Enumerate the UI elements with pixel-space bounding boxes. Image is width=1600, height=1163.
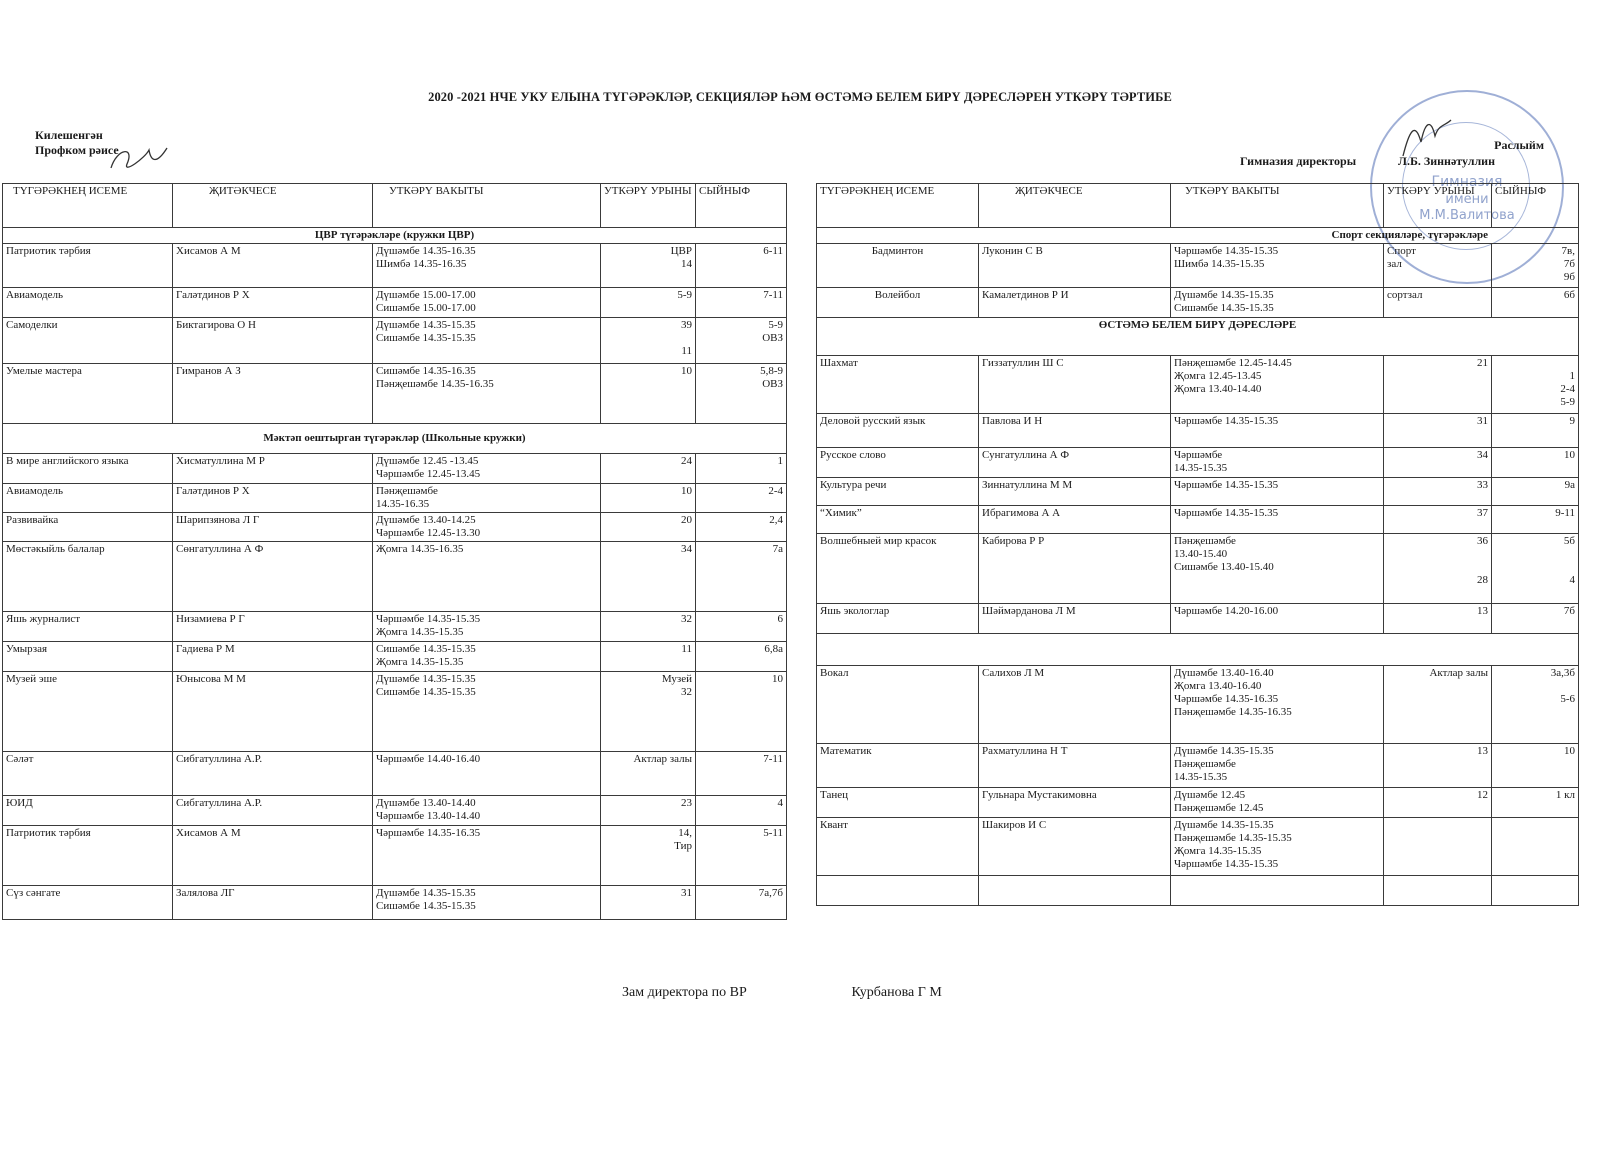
row-name: Математик — [817, 744, 979, 788]
row-time: Дүшәмбе 13.40-14.40 Чәршәмбе 13.40-14.40 — [373, 796, 601, 826]
row-place: 33 — [1384, 478, 1492, 506]
row-place: 10 — [601, 484, 696, 513]
section-row — [3, 228, 787, 244]
row-name: Умелые мастера — [3, 364, 173, 424]
table-row — [817, 744, 1579, 788]
row-leader: Гульнара Мустакимовна — [979, 788, 1171, 818]
row-class: 6-11 — [696, 244, 787, 288]
footer-name: Курбанова Г М — [851, 985, 942, 1000]
row-time: Дүшәмбе 14.35-15.35 Сишәмбе 14.35-15.35 — [373, 318, 601, 364]
blank-row — [817, 876, 1579, 906]
row-leader: Гиззатуллин Ш С — [979, 356, 1171, 414]
table-row — [817, 478, 1579, 506]
row-place: 21 — [1384, 356, 1492, 414]
row-place: 32 — [601, 612, 696, 642]
director-line — [1240, 154, 1544, 169]
row-time: Чәршәмбе 14.20-16.00 — [1171, 604, 1384, 634]
table-row — [3, 886, 787, 920]
row-time: Чәршәмбе 14.35-16.35 — [373, 826, 601, 886]
row-leader: Залялова ЛГ — [173, 886, 373, 920]
row-name: Музей эше — [3, 672, 173, 752]
header-leader: ҖИТӘКЧЕСЕ — [979, 184, 1171, 228]
row-class: 6,8а — [696, 642, 787, 672]
row-name: ЮИД — [3, 796, 173, 826]
row-time: Пәнҗешәмбе 13.40-15.40 Сишәмбе 13.40-15.40 — [1171, 534, 1384, 604]
row-time: Сишәмбе 14.35-15.35 Җомга 14.35-15.35 — [373, 642, 601, 672]
row-class: 7-11 — [696, 752, 787, 796]
row-class: 7а,7б — [696, 886, 787, 920]
row-leader: Галәтдинов Р Х — [173, 484, 373, 513]
row-class: 5-9 ОВЗ — [696, 318, 787, 364]
row-name: Умырзая — [3, 642, 173, 672]
section-school-title: Мәктәп оештырган түгәрәкләр (Школьные кружки) — [3, 424, 787, 454]
row-name: Мөстәкыйль балалар — [3, 542, 173, 612]
row-time: Дүшәмбе 14.35-15.35 Сишәмбе 14.35-15.35 — [1171, 288, 1384, 318]
row-time: Чәршәмбе 14.35-15.35 — [1171, 478, 1384, 506]
row-name: Деловой русский язык — [817, 414, 979, 448]
row-class: 6б — [1492, 288, 1579, 318]
row-place: Музей 32 — [601, 672, 696, 752]
row-leader: Кабирова Р Р — [979, 534, 1171, 604]
row-leader: Сибгатуллина А.Р. — [173, 752, 373, 796]
table-row — [817, 288, 1579, 318]
row-leader: Сөнгатуллина А Ф — [173, 542, 373, 612]
header-name: ТҮГӘРӘКНЕҢ ИСЕМЕ — [3, 184, 173, 228]
table-row — [817, 534, 1579, 604]
table-row — [817, 666, 1579, 744]
row-time: Дүшәмбе 15.00-17.00 Сишәмбе 15.00-17.00 — [373, 288, 601, 318]
row-place: 37 — [1384, 506, 1492, 534]
row-leader: Павлова И Н — [979, 414, 1171, 448]
header-name: ТҮГӘРӘКНЕҢ ИСЕМЕ — [817, 184, 979, 228]
row-time: Чәршәмбе 14.35-15.35 — [1171, 448, 1384, 478]
row-leader: Сибгатуллина А.Р. — [173, 796, 373, 826]
row-time: Пәнҗешәмбе 12.45-14.45 Җомга 12.45-13.45 Җомга 13.40-14.40 — [1171, 356, 1384, 414]
footer-position: Зам директора по ВР — [622, 985, 747, 1000]
row-place: 23 — [601, 796, 696, 826]
row-place: 39 11 — [601, 318, 696, 364]
row-class: 1 кл — [1492, 788, 1579, 818]
row-time: Чәршәмбе 14.35-15.35 — [1171, 506, 1384, 534]
row-place: 13 — [1384, 604, 1492, 634]
row-name: В мире английского языка — [3, 454, 173, 484]
right-header-row — [817, 184, 1579, 228]
director-position: Гимназия директоры — [1240, 154, 1357, 168]
row-name: Развивайка — [3, 513, 173, 542]
header-class: СЫЙНЫФ — [696, 184, 787, 228]
row-name: Волшебныей мир красок — [817, 534, 979, 604]
row-class: 5б 4 — [1492, 534, 1579, 604]
section-sport-title: Спорт секцияләре, түгәрәкләре — [817, 228, 1579, 244]
row-name: Квант — [817, 818, 979, 876]
row-leader: Шакиров И С — [979, 818, 1171, 876]
row-place: 14, Тир — [601, 826, 696, 886]
row-leader: Хисамов А М — [173, 826, 373, 886]
table-row — [3, 642, 787, 672]
agreed-label: Килешенгән — [35, 128, 103, 142]
document-title: 2020 -2021 НЧЕ УКУ ЕЛЫНА ТҮГӘРӘКЛӘР, СЕКЦИЯЛӘР ҺӘМ ӨСТӘМӘ БЕЛЕМ БИРҮ ДӘРЕСЛӘРЕН УТКӘРҮ ТӘРТИБЕ — [428, 90, 1172, 104]
row-time: Чәршәмбе 14.35-15.35 Җомга 14.35-15.35 — [373, 612, 601, 642]
table-row — [3, 288, 787, 318]
row-leader: Гимранов А З — [173, 364, 373, 424]
table-row — [817, 818, 1579, 876]
row-name: Патриотик тәрбия — [3, 244, 173, 288]
row-class: 2,4 — [696, 513, 787, 542]
row-name: Русское слово — [817, 448, 979, 478]
row-class: 9а — [1492, 478, 1579, 506]
table-row — [3, 542, 787, 612]
row-leader: Низамиева Р Г — [173, 612, 373, 642]
row-time: Чәршәмбе 14.35-15.35 Шимбә 14.35-15.35 — [1171, 244, 1384, 288]
row-place: 12 — [1384, 788, 1492, 818]
table-row — [3, 612, 787, 642]
header-time: УТКӘРҮ ВАКЫТЫ — [373, 184, 601, 228]
header-leader: ҖИТӘКЧЕСЕ — [173, 184, 373, 228]
row-leader: Биктагирова О Н — [173, 318, 373, 364]
blank-row — [817, 634, 1579, 666]
row-place: 13 — [1384, 744, 1492, 788]
footer — [622, 985, 942, 1001]
table-row — [817, 414, 1579, 448]
header-place: УТКӘРҮ УРЫНЫ — [601, 184, 696, 228]
row-place: 20 — [601, 513, 696, 542]
row-class: 5-11 — [696, 826, 787, 886]
row-name: Сүз сәнгате — [3, 886, 173, 920]
row-name: Бадминтон — [817, 244, 979, 288]
row-place: 34 — [601, 542, 696, 612]
stamp-named: имени — [1445, 192, 1489, 207]
row-leader: Гадиева Р М — [173, 642, 373, 672]
table-row — [3, 454, 787, 484]
row-name: Танец — [817, 788, 979, 818]
row-leader: Галәтдинов Р Х — [173, 288, 373, 318]
row-leader: Ибрагимова А А — [979, 506, 1171, 534]
agreed-signature — [105, 138, 175, 180]
row-name: Вокал — [817, 666, 979, 744]
row-place: сортзал — [1384, 288, 1492, 318]
stamp-person: М.М.Валитова — [1419, 208, 1515, 223]
row-place: 24 — [601, 454, 696, 484]
left-schedule-table — [2, 183, 787, 920]
row-place: 34 — [1384, 448, 1492, 478]
row-class: 1 — [696, 454, 787, 484]
row-name: Патриотик тәрбия — [3, 826, 173, 886]
row-name: Культура речи — [817, 478, 979, 506]
table-row — [817, 506, 1579, 534]
row-time: Дүшәмбе 14.35-15.35 Сишәмбе 14.35-15.35 — [373, 886, 601, 920]
row-place — [1384, 818, 1492, 876]
section-row — [817, 228, 1579, 244]
row-leader: Рахматуллина Н Т — [979, 744, 1171, 788]
row-place: 5-9 — [601, 288, 696, 318]
row-leader: Сунгатуллина А Ф — [979, 448, 1171, 478]
row-time: Дүшәмбе 12.45 -13.45 Чәршәмбе 12.45-13.45 — [373, 454, 601, 484]
row-class: 7б — [1492, 604, 1579, 634]
section-cvr-title: ЦВР түгәрәкләре (кружки ЦВР) — [3, 228, 787, 244]
row-place: 10 — [601, 364, 696, 424]
table-row — [817, 788, 1579, 818]
section-extra-title: ӨСТӘМӘ БЕЛЕМ БИРҮ ДӘРЕСЛӘРЕ — [817, 318, 1579, 356]
row-time: Дүшәмбе 14.35-15.35 Сишәмбе 14.35-15.35 — [373, 672, 601, 752]
approved-label: Раслыйм — [1494, 138, 1544, 152]
row-place: 31 — [1384, 414, 1492, 448]
row-name: “Химик” — [817, 506, 979, 534]
row-name: Авиамодель — [3, 484, 173, 513]
table-row — [3, 672, 787, 752]
row-time: Дүшәмбе 13.40-16.40 Җомга 13.40-16.40 Чәршәмбе 14.35-16.35 Пәнҗешәмбе 14.35-16.35 — [1171, 666, 1384, 744]
row-class: 2-4 — [696, 484, 787, 513]
row-class — [1492, 818, 1579, 876]
director-name: Л.Б. Зиннәтуллин — [1398, 154, 1496, 168]
row-name: Яшь экологлар — [817, 604, 979, 634]
row-time: Дүшәмбе 13.40-14.25 Чәршәмбе 12.45-13.30 — [373, 513, 601, 542]
row-class: 3а,3б 5-6 — [1492, 666, 1579, 744]
row-time: Җомга 14.35-16.35 — [373, 542, 601, 612]
row-name: Шахмат — [817, 356, 979, 414]
row-place: Актлар залы — [601, 752, 696, 796]
header-place: УТКӘРҮ УРЫНЫ — [1384, 184, 1492, 228]
row-leader: Хисматуллина М Р — [173, 454, 373, 484]
row-time: Дүшәмбе 12.45 Пәнҗешәмбе 12.45 — [1171, 788, 1384, 818]
table-row — [3, 826, 787, 886]
row-class: 6 — [696, 612, 787, 642]
row-name: Самоделки — [3, 318, 173, 364]
table-row — [3, 244, 787, 288]
row-class: 5,8-9 ОВЗ — [696, 364, 787, 424]
row-time: Пәнҗешәмбе 14.35-16.35 — [373, 484, 601, 513]
row-place: ЦВР 14 — [601, 244, 696, 288]
row-place: 11 — [601, 642, 696, 672]
row-place: Актлар залы — [1384, 666, 1492, 744]
section-row — [3, 424, 787, 454]
row-class: 7-11 — [696, 288, 787, 318]
row-leader: Юнысова М М — [173, 672, 373, 752]
row-leader: Хисамов А М — [173, 244, 373, 288]
table-row — [3, 318, 787, 364]
table-row — [3, 796, 787, 826]
row-time: Дүшәмбе 14.35-15.35 Пәнҗешәмбе 14.35-15.35 — [1171, 744, 1384, 788]
row-leader: Камалетдинов Р И — [979, 288, 1171, 318]
table-row — [817, 356, 1579, 414]
header-time: УТКӘРҮ ВАКЫТЫ — [1171, 184, 1384, 228]
row-leader: Луконин С В — [979, 244, 1171, 288]
table-row — [817, 244, 1579, 288]
row-class: 4 — [696, 796, 787, 826]
row-time: Чәршәмбе 14.35-15.35 — [1171, 414, 1384, 448]
union-chair-label: Профком рәисе — [35, 143, 119, 157]
table-row — [817, 448, 1579, 478]
left-header-row — [3, 184, 787, 228]
row-leader: Зиннатуллина М М — [979, 478, 1171, 506]
row-class: 10 — [1492, 744, 1579, 788]
row-name: Яшь журналист — [3, 612, 173, 642]
table-row — [3, 484, 787, 513]
row-time: Дүшәмбе 14.35-16.35 Шимбә 14.35-16.35 — [373, 244, 601, 288]
row-time: Чәршәмбе 14.40-16.40 — [373, 752, 601, 796]
row-class: 7а — [696, 542, 787, 612]
row-leader: Шарипзянова Л Г — [173, 513, 373, 542]
row-name: Авиамодель — [3, 288, 173, 318]
row-class: 7в, 7б 9б — [1492, 244, 1579, 288]
row-class: 1 2-4 5-9 — [1492, 356, 1579, 414]
section-row — [817, 318, 1579, 356]
header-class: СЫЙНЫФ — [1492, 184, 1579, 228]
row-name: Волейбол — [817, 288, 979, 318]
stamp-school: Гимназия — [1431, 174, 1503, 190]
row-leader: Шәймәрданова Л М — [979, 604, 1171, 634]
row-time: Сишәмбе 14.35-16.35 Пәнҗешәмбе 14.35-16.35 — [373, 364, 601, 424]
table-row — [3, 364, 787, 424]
table-row — [817, 604, 1579, 634]
table-row — [3, 752, 787, 796]
row-class: 9 — [1492, 414, 1579, 448]
row-leader: Салихов Л М — [979, 666, 1171, 744]
row-class: 10 — [696, 672, 787, 752]
row-place: 36 28 — [1384, 534, 1492, 604]
right-schedule-table — [816, 183, 1579, 906]
table-row — [3, 513, 787, 542]
row-place: Спорт зал — [1384, 244, 1492, 288]
row-place: 31 — [601, 886, 696, 920]
row-time: Дүшәмбе 14.35-15.35 Пәнҗешәмбе 14.35-15.35 Җомга 14.35-15.35 Чәршәмбе 14.35-15.35 — [1171, 818, 1384, 876]
row-class: 10 — [1492, 448, 1579, 478]
row-name: Сәләт — [3, 752, 173, 796]
row-class: 9-11 — [1492, 506, 1579, 534]
